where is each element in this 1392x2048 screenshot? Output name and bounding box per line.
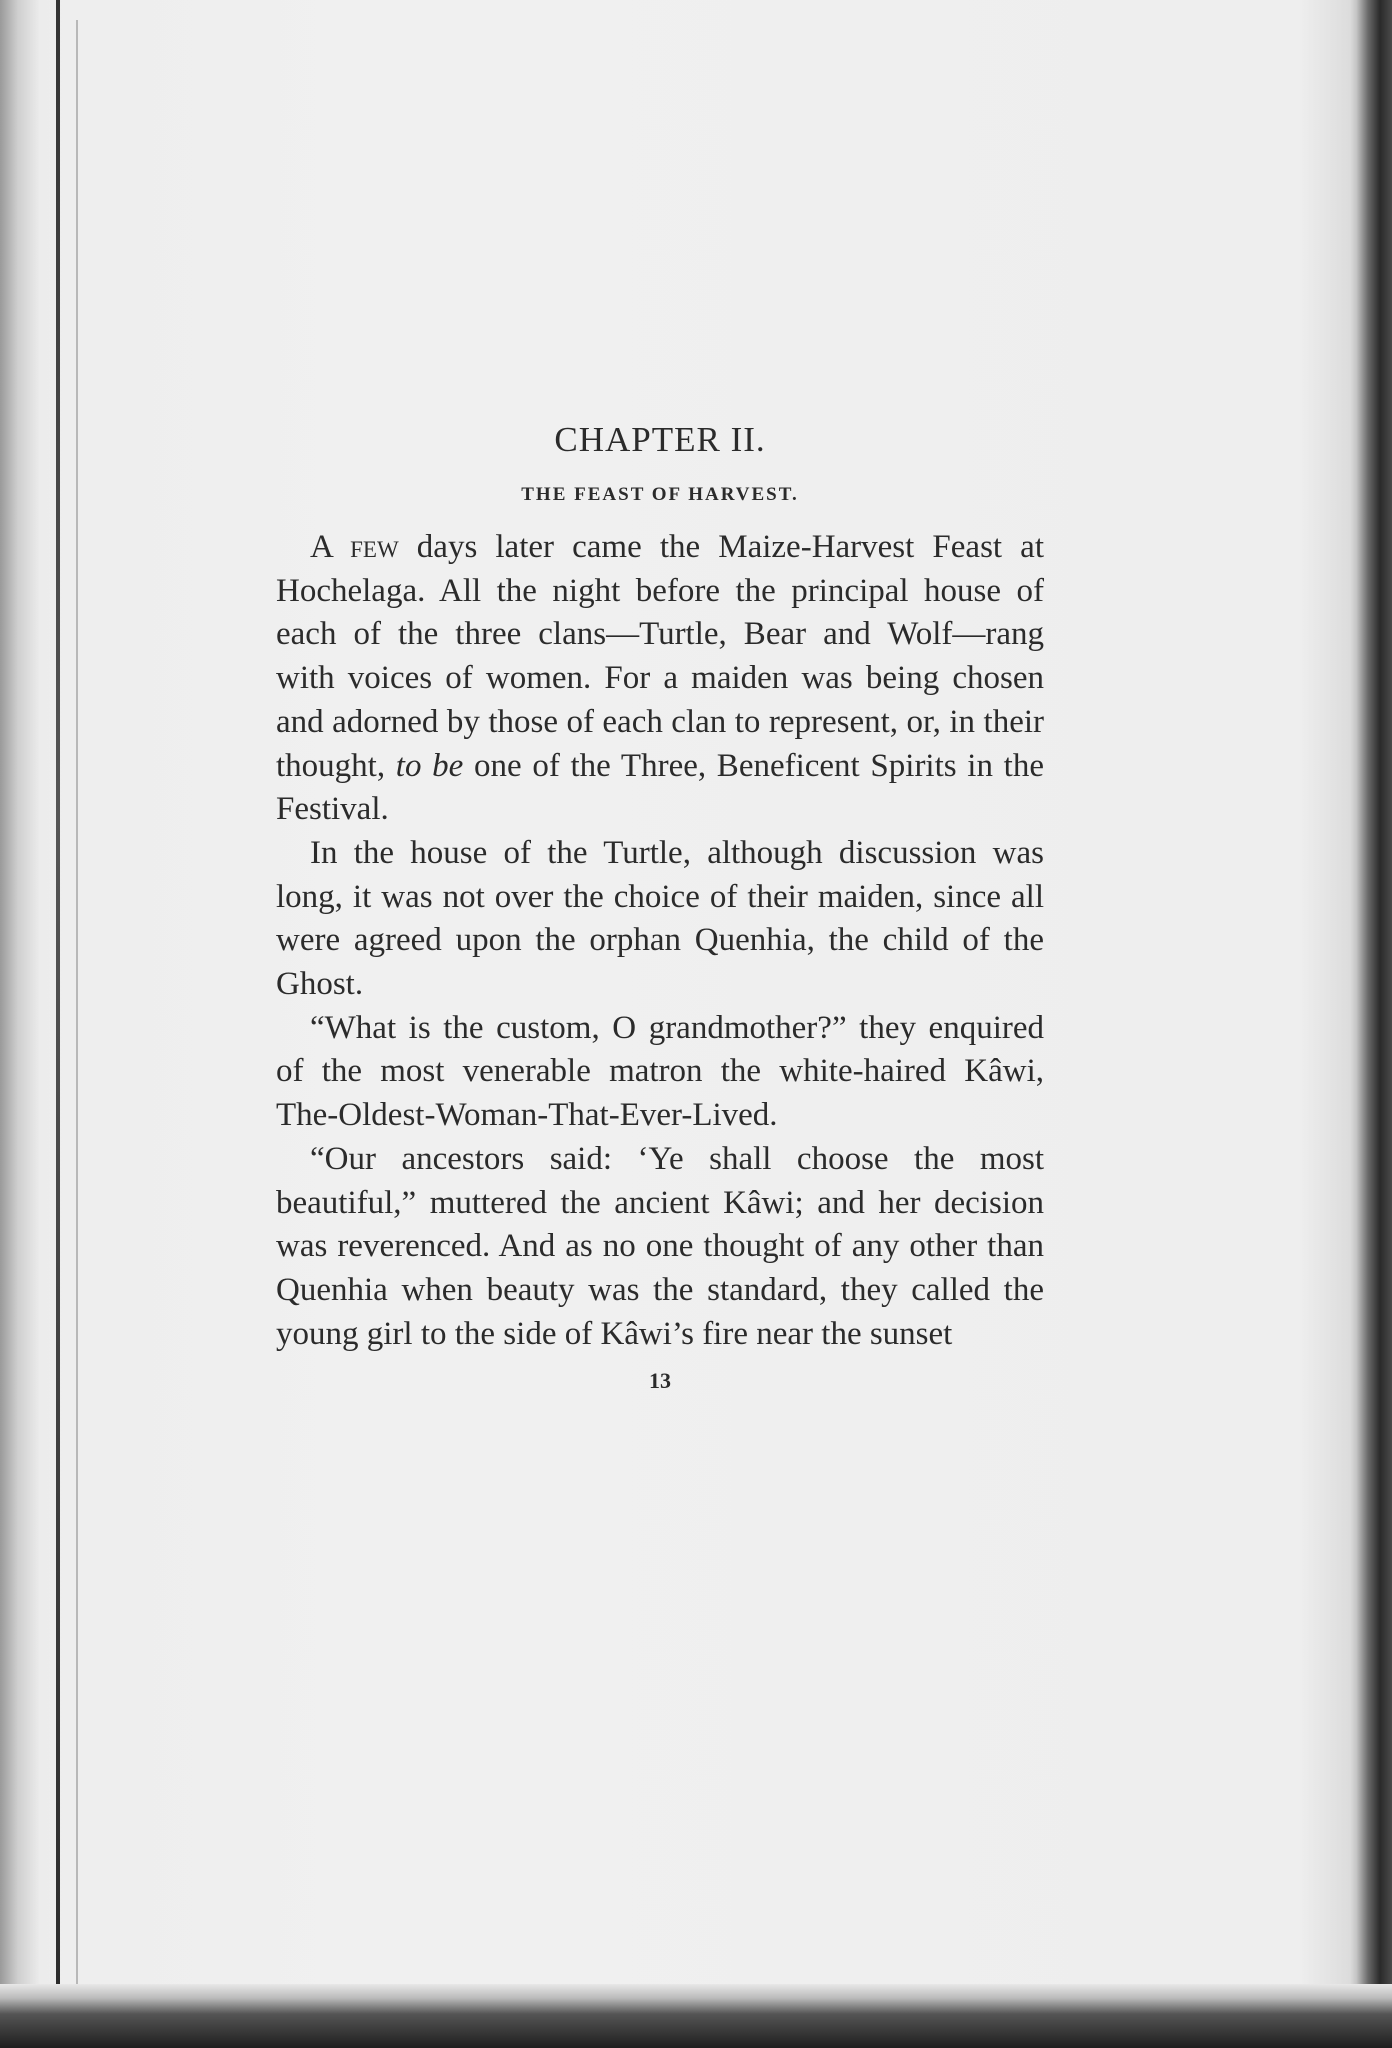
book-gutter-shadow	[56, 0, 60, 2048]
paragraph-1	[276, 526, 1044, 832]
page-right-edge	[1356, 0, 1392, 2048]
body-text	[276, 526, 1044, 1356]
page-text-block	[276, 420, 1044, 1394]
paragraph-1-text: days later came the Maize-Harvest Feast at Hochelaga. All the night before the principal house of each of the three clans—Turtle, Bear and Wolf—rang with voices of women. For a maiden was being chosen and adorned by those of each clan to represent, or, in their thought,	[276, 529, 1044, 784]
page-bottom-edge	[0, 1984, 1392, 2048]
page-number: 13	[649, 1368, 671, 1394]
paragraph-1-dropcap: A	[310, 529, 333, 565]
book-gutter-fold	[76, 20, 78, 2030]
paragraph-4-text: “Our ancestors said: ‘Ye shall choose the most beautiful,” muttered the ancient Kâwi; and her decision was reverenced. And as no one thought of any other than Quenhia when beauty was the standard, they called the young girl to the side of Kâwi’s fire near the sunset	[276, 1140, 1044, 1352]
paragraph-1-text-after: one of the Three, Beneficent Spirits in the Festival.	[276, 747, 1044, 828]
paragraph-2	[276, 832, 1044, 1007]
paragraph-3-text: “What is the custom, O grandmother?” they enquired of the most venerable matron the white-haired Kâwi, The-Oldest-Woman-That-Ever-Lived.	[276, 1009, 1044, 1134]
paragraph-2-text: In the house of the Turtle, although discussion was long, it was not over the choice of their maiden, since all were agreed upon the orphan Quenhia, the child of the Ghost.	[276, 834, 1044, 1003]
paragraph-1-smallcaps: few	[350, 529, 399, 565]
paragraph-4	[276, 1138, 1044, 1357]
paragraph-1-italic: to be	[395, 747, 464, 784]
paragraph-3	[276, 1007, 1044, 1138]
chapter-subtitle: THE FEAST OF HARVEST.	[521, 484, 799, 505]
chapter-title: CHAPTER II.	[554, 420, 766, 459]
